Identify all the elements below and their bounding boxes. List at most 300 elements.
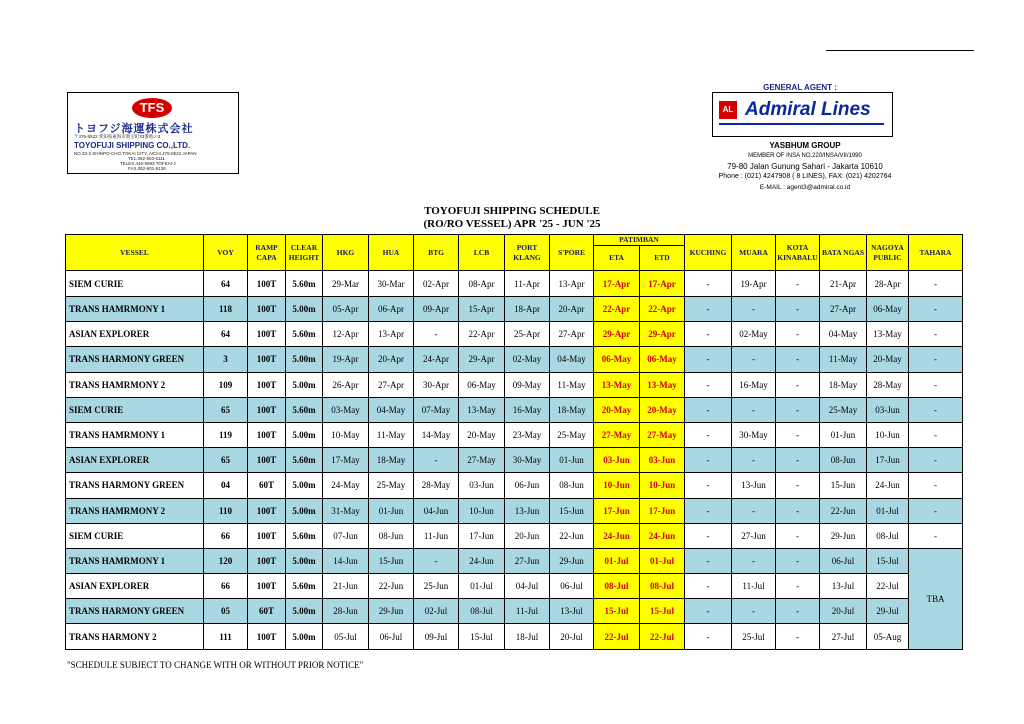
cell-btg: 24-Apr bbox=[414, 347, 459, 372]
header-batangas: BATA NGAS bbox=[820, 235, 867, 271]
cell-vessel: ASIAN EXPLORER bbox=[66, 574, 204, 599]
cell-kuching: - bbox=[685, 473, 732, 498]
cell-etd: 03-Jun bbox=[640, 448, 685, 473]
cell-spore: 13-Jul bbox=[550, 599, 594, 624]
cell-clear-height: 5.00m bbox=[286, 498, 323, 523]
cell-eta: 22-Apr bbox=[594, 297, 640, 322]
cell-lcb: 13-May bbox=[459, 397, 505, 422]
cell-lcb: 15-Jul bbox=[459, 624, 505, 649]
cell-vessel: ASIAN EXPLORER bbox=[66, 322, 204, 347]
cell-hua: 30-Mar bbox=[369, 271, 414, 297]
cell-lcb: 15-Apr bbox=[459, 297, 505, 322]
cell-ramp-capa: 100T bbox=[248, 624, 286, 649]
cell-hua: 18-May bbox=[369, 448, 414, 473]
cell-tahara: - bbox=[909, 523, 963, 548]
cell-lcb: 08-Apr bbox=[459, 271, 505, 297]
cell-ramp-capa: 100T bbox=[248, 297, 286, 322]
cell-eta: 01-Jul bbox=[594, 548, 640, 573]
cell-kota-kinabalu: - bbox=[776, 372, 820, 397]
cell-kuching: - bbox=[685, 397, 732, 422]
cell-voy: 109 bbox=[204, 372, 248, 397]
cell-nagoya: 05-Aug bbox=[867, 624, 909, 649]
cell-batangas: 11-May bbox=[820, 347, 867, 372]
table-row bbox=[66, 297, 963, 322]
al-logo-icon: AL bbox=[719, 101, 737, 119]
schedule-body bbox=[66, 271, 963, 650]
cell-hua: 01-Jun bbox=[369, 498, 414, 523]
cell-btg: 02-Jul bbox=[414, 599, 459, 624]
cell-spore: 29-Jun bbox=[550, 548, 594, 573]
cell-clear-height: 5.00m bbox=[286, 372, 323, 397]
schedule-table bbox=[65, 234, 963, 650]
cell-kota-kinabalu: - bbox=[776, 574, 820, 599]
company-fax: FAX.052-601-6136 bbox=[128, 166, 166, 171]
cell-etd: 29-Apr bbox=[640, 322, 685, 347]
cell-voy: 04 bbox=[204, 473, 248, 498]
cell-clear-height: 5.60m bbox=[286, 397, 323, 422]
cell-voy: 120 bbox=[204, 548, 248, 573]
cell-kota-kinabalu: - bbox=[776, 448, 820, 473]
header-port-klang: PORT KLANG bbox=[505, 235, 550, 271]
cell-tahara-tba: TBA bbox=[909, 548, 963, 649]
cell-vessel: SIEM CURIE bbox=[66, 523, 204, 548]
cell-tahara: - bbox=[909, 448, 963, 473]
cell-lcb: 22-Apr bbox=[459, 322, 505, 347]
cell-btg: 28-May bbox=[414, 473, 459, 498]
cell-hkg: 31-May bbox=[323, 498, 369, 523]
cell-kuching: - bbox=[685, 448, 732, 473]
toyofuji-logo-box bbox=[67, 92, 239, 174]
cell-eta: 22-Jul bbox=[594, 624, 640, 649]
cell-etd: 15-Jul bbox=[640, 599, 685, 624]
cell-kuching: - bbox=[685, 271, 732, 297]
table-row bbox=[66, 372, 963, 397]
cell-tahara: - bbox=[909, 372, 963, 397]
cell-etd: 08-Jul bbox=[640, 574, 685, 599]
cell-port-klang: 11-Apr bbox=[505, 271, 550, 297]
cell-batangas: 04-May bbox=[820, 322, 867, 347]
cell-hua: 25-May bbox=[369, 473, 414, 498]
cell-clear-height: 5.00m bbox=[286, 473, 323, 498]
cell-port-klang: 09-May bbox=[505, 372, 550, 397]
cell-hua: 11-May bbox=[369, 422, 414, 447]
cell-voy: 64 bbox=[204, 322, 248, 347]
cell-muara: 16-May bbox=[732, 372, 776, 397]
cell-batangas: 25-May bbox=[820, 397, 867, 422]
cell-muara: - bbox=[732, 397, 776, 422]
cell-batangas: 29-Jun bbox=[820, 523, 867, 548]
cell-ramp-capa: 100T bbox=[248, 347, 286, 372]
cell-kuching: - bbox=[685, 523, 732, 548]
cell-hkg: 12-Apr bbox=[323, 322, 369, 347]
agent-member: MEMBER OF INSA NO.220/INSA/VII/1990 bbox=[748, 153, 862, 159]
agent-group: YASBHUM GROUP bbox=[769, 141, 841, 150]
cell-hkg: 10-May bbox=[323, 422, 369, 447]
cell-kuching: - bbox=[685, 574, 732, 599]
cell-lcb: 03-Jun bbox=[459, 473, 505, 498]
schedule-notice: "SCHEDULE SUBJECT TO CHANGE WITH OR WITHOUT PRIOR NOTICE" bbox=[67, 660, 364, 670]
table-row bbox=[66, 322, 963, 347]
cell-kota-kinabalu: - bbox=[776, 548, 820, 573]
cell-vessel: TRANS HARMONY GREEN bbox=[66, 599, 204, 624]
cell-hkg: 24-May bbox=[323, 473, 369, 498]
cell-eta: 17-Apr bbox=[594, 271, 640, 297]
cell-kota-kinabalu: - bbox=[776, 473, 820, 498]
cell-spore: 25-May bbox=[550, 422, 594, 447]
cell-eta: 03-Jun bbox=[594, 448, 640, 473]
cell-kuching: - bbox=[685, 624, 732, 649]
cell-port-klang: 11-Jul bbox=[505, 599, 550, 624]
cell-muara: 13-Jun bbox=[732, 473, 776, 498]
cell-nagoya: 13-May bbox=[867, 322, 909, 347]
header-kuching: KUCHING bbox=[685, 235, 732, 271]
cell-spore: 18-May bbox=[550, 397, 594, 422]
cell-batangas: 20-Jul bbox=[820, 599, 867, 624]
header-ramp-capa: RAMP CAPA bbox=[248, 235, 286, 271]
cell-ramp-capa: 60T bbox=[248, 599, 286, 624]
cell-kota-kinabalu: - bbox=[776, 422, 820, 447]
table-row bbox=[66, 271, 963, 297]
cell-port-klang: 13-Jun bbox=[505, 498, 550, 523]
cell-btg: - bbox=[414, 322, 459, 347]
cell-hkg: 26-Apr bbox=[323, 372, 369, 397]
header-eta: ETA bbox=[594, 246, 640, 271]
cell-hkg: 28-Jun bbox=[323, 599, 369, 624]
cell-hua: 22-Jun bbox=[369, 574, 414, 599]
cell-ramp-capa: 100T bbox=[248, 548, 286, 573]
cell-clear-height: 5.00m bbox=[286, 548, 323, 573]
cell-vessel: TRANS HAMRMONY 1 bbox=[66, 548, 204, 573]
header-voy: VOY bbox=[204, 235, 248, 271]
cell-port-klang: 30-May bbox=[505, 448, 550, 473]
cell-nagoya: 06-May bbox=[867, 297, 909, 322]
cell-batangas: 13-Jul bbox=[820, 574, 867, 599]
cell-clear-height: 5.60m bbox=[286, 448, 323, 473]
cell-btg: 30-Apr bbox=[414, 372, 459, 397]
cell-muara: 27-Jun bbox=[732, 523, 776, 548]
cell-kota-kinabalu: - bbox=[776, 397, 820, 422]
company-address: NO.33-3 SHINPO-CHO,TOKAI CITY, AICHI 476-8522 JAPAN bbox=[74, 151, 197, 156]
cell-nagoya: 24-Jun bbox=[867, 473, 909, 498]
cell-muara: - bbox=[732, 347, 776, 372]
table-row bbox=[66, 624, 963, 649]
cell-eta: 20-May bbox=[594, 397, 640, 422]
cell-ramp-capa: 100T bbox=[248, 322, 286, 347]
cell-ramp-capa: 100T bbox=[248, 523, 286, 548]
agent-logo-name: Admiral Lines bbox=[745, 99, 871, 120]
cell-clear-height: 5.00m bbox=[286, 599, 323, 624]
cell-etd: 24-Jun bbox=[640, 523, 685, 548]
cell-nagoya: 28-May bbox=[867, 372, 909, 397]
cell-clear-height: 5.00m bbox=[286, 422, 323, 447]
table-row bbox=[66, 448, 963, 473]
cell-eta: 27-May bbox=[594, 422, 640, 447]
cell-voy: 66 bbox=[204, 523, 248, 548]
cell-lcb: 06-May bbox=[459, 372, 505, 397]
cell-lcb: 29-Apr bbox=[459, 347, 505, 372]
cell-clear-height: 5.00m bbox=[286, 624, 323, 649]
cell-clear-height: 5.60m bbox=[286, 271, 323, 297]
agent-address: 79-80 Jalan Gunung Sahari - Jakarta 10610 bbox=[727, 162, 883, 171]
cell-voy: 118 bbox=[204, 297, 248, 322]
cell-ramp-capa: 100T bbox=[248, 574, 286, 599]
cell-kuching: - bbox=[685, 322, 732, 347]
cell-muara: 02-May bbox=[732, 322, 776, 347]
cell-voy: 66 bbox=[204, 574, 248, 599]
cell-kuching: - bbox=[685, 498, 732, 523]
cell-lcb: 20-May bbox=[459, 422, 505, 447]
cell-spore: 20-Jul bbox=[550, 624, 594, 649]
cell-batangas: 27-Apr bbox=[820, 297, 867, 322]
agent-email: E-MAIL : agent3@admiral.co.id bbox=[759, 184, 851, 191]
cell-ramp-capa: 100T bbox=[248, 448, 286, 473]
cell-batangas: 01-Jun bbox=[820, 422, 867, 447]
cell-eta: 10-Jun bbox=[594, 473, 640, 498]
cell-hkg: 19-Apr bbox=[323, 347, 369, 372]
cell-kuching: - bbox=[685, 422, 732, 447]
cell-hua: 06-Apr bbox=[369, 297, 414, 322]
header-lcb: LCB bbox=[459, 235, 505, 271]
cell-vessel: SIEM CURIE bbox=[66, 397, 204, 422]
cell-hkg: 17-May bbox=[323, 448, 369, 473]
cell-ramp-capa: 100T bbox=[248, 372, 286, 397]
cell-muara: 11-Jul bbox=[732, 574, 776, 599]
cell-kota-kinabalu: - bbox=[776, 599, 820, 624]
cell-etd: 22-Jul bbox=[640, 624, 685, 649]
cell-kota-kinabalu: - bbox=[776, 271, 820, 297]
cell-spore: 15-Jun bbox=[550, 498, 594, 523]
cell-hua: 29-Jun bbox=[369, 599, 414, 624]
cell-batangas: 08-Jun bbox=[820, 448, 867, 473]
cell-spore: 27-Apr bbox=[550, 322, 594, 347]
cell-batangas: 15-Jun bbox=[820, 473, 867, 498]
cell-voy: 119 bbox=[204, 422, 248, 447]
cell-eta: 13-May bbox=[594, 372, 640, 397]
cell-voy: 110 bbox=[204, 498, 248, 523]
table-row bbox=[66, 599, 963, 624]
cell-nagoya: 01-Jul bbox=[867, 498, 909, 523]
cell-eta: 08-Jul bbox=[594, 574, 640, 599]
cell-vessel: TRANS HAMRMONY 2 bbox=[66, 372, 204, 397]
cell-spore: 04-May bbox=[550, 347, 594, 372]
cell-eta: 17-Jun bbox=[594, 498, 640, 523]
cell-tahara: - bbox=[909, 422, 963, 447]
cell-tahara: - bbox=[909, 322, 963, 347]
header-hkg: HKG bbox=[323, 235, 369, 271]
cell-clear-height: 5.60m bbox=[286, 322, 323, 347]
schedule-subtitle: (RO/RO VESSEL) APR '25 - JUN '25 bbox=[423, 218, 601, 230]
cell-nagoya: 20-May bbox=[867, 347, 909, 372]
cell-port-klang: 06-Jun bbox=[505, 473, 550, 498]
cell-btg: 14-May bbox=[414, 422, 459, 447]
cell-batangas: 27-Jul bbox=[820, 624, 867, 649]
cell-port-klang: 04-Jul bbox=[505, 574, 550, 599]
cell-voy: 111 bbox=[204, 624, 248, 649]
table-row bbox=[66, 523, 963, 548]
cell-muara: - bbox=[732, 498, 776, 523]
cell-btg: 07-May bbox=[414, 397, 459, 422]
cell-kuching: - bbox=[685, 599, 732, 624]
header-kota-kinabalu: KOTA KINABALU bbox=[776, 235, 820, 271]
cell-spore: 13-Apr bbox=[550, 271, 594, 297]
cell-spore: 01-Jun bbox=[550, 448, 594, 473]
cell-etd: 27-May bbox=[640, 422, 685, 447]
cell-etd: 06-May bbox=[640, 347, 685, 372]
cell-vessel: TRANS HAMRMONY 1 bbox=[66, 297, 204, 322]
table-row bbox=[66, 422, 963, 447]
cell-voy: 65 bbox=[204, 397, 248, 422]
cell-port-klang: 25-Apr bbox=[505, 322, 550, 347]
cell-kota-kinabalu: - bbox=[776, 347, 820, 372]
cell-etd: 13-May bbox=[640, 372, 685, 397]
cell-muara: - bbox=[732, 548, 776, 573]
header-patimban: PATIMBAN bbox=[594, 235, 685, 246]
cell-nagoya: 15-Jul bbox=[867, 548, 909, 573]
cell-hua: 08-Jun bbox=[369, 523, 414, 548]
cell-port-klang: 18-Apr bbox=[505, 297, 550, 322]
cell-clear-height: 5.60m bbox=[286, 574, 323, 599]
cell-voy: 65 bbox=[204, 448, 248, 473]
cell-clear-height: 5.60m bbox=[286, 523, 323, 548]
header-tahara: TAHARA bbox=[909, 235, 963, 271]
cell-nagoya: 28-Apr bbox=[867, 271, 909, 297]
table-row bbox=[66, 473, 963, 498]
table-row bbox=[66, 548, 963, 573]
table-row bbox=[66, 347, 963, 372]
cell-lcb: 27-May bbox=[459, 448, 505, 473]
cell-hkg: 05-Jul bbox=[323, 624, 369, 649]
cell-muara: - bbox=[732, 599, 776, 624]
cell-hua: 06-Jul bbox=[369, 624, 414, 649]
cell-lcb: 10-Jun bbox=[459, 498, 505, 523]
cell-kuching: - bbox=[685, 297, 732, 322]
header-spore: S'PORE bbox=[550, 235, 594, 271]
company-english-name: TOYOFUJI SHIPPING CO.,LTD. bbox=[74, 141, 191, 150]
header-vessel: VESSEL bbox=[66, 235, 204, 271]
cell-port-klang: 02-May bbox=[505, 347, 550, 372]
cell-batangas: 06-Jul bbox=[820, 548, 867, 573]
cell-clear-height: 5.00m bbox=[286, 297, 323, 322]
table-row bbox=[66, 574, 963, 599]
cell-ramp-capa: 100T bbox=[248, 271, 286, 297]
header-muara: MUARA bbox=[732, 235, 776, 271]
cell-ramp-capa: 100T bbox=[248, 397, 286, 422]
cell-hua: 15-Jun bbox=[369, 548, 414, 573]
cell-spore: 06-Jul bbox=[550, 574, 594, 599]
cell-nagoya: 10-Jun bbox=[867, 422, 909, 447]
cell-kota-kinabalu: - bbox=[776, 498, 820, 523]
cell-port-klang: 27-Jun bbox=[505, 548, 550, 573]
cell-voy: 05 bbox=[204, 599, 248, 624]
company-japanese-name: トヨフジ海運株式会社 bbox=[74, 122, 194, 135]
cell-etd: 17-Jun bbox=[640, 498, 685, 523]
general-agent-label: GENERAL AGENT : bbox=[763, 83, 837, 92]
cell-port-klang: 18-Jul bbox=[505, 624, 550, 649]
cell-muara: 25-Jul bbox=[732, 624, 776, 649]
company-tel: TEL.052-603-6111 bbox=[128, 156, 165, 161]
cell-muara: 19-Apr bbox=[732, 271, 776, 297]
cell-lcb: 08-Jul bbox=[459, 599, 505, 624]
cell-hua: 27-Apr bbox=[369, 372, 414, 397]
cell-spore: 22-Jun bbox=[550, 523, 594, 548]
company-telex: TELEX.446-9993 TOFKAI-J bbox=[120, 161, 176, 166]
cell-btg: 02-Apr bbox=[414, 271, 459, 297]
cell-btg: 25-Jun bbox=[414, 574, 459, 599]
cell-tahara: - bbox=[909, 397, 963, 422]
header-clear-height: CLEAR HEIGHT bbox=[286, 235, 323, 271]
cell-clear-height: 5.00m bbox=[286, 347, 323, 372]
cell-batangas: 18-May bbox=[820, 372, 867, 397]
cell-tahara: - bbox=[909, 498, 963, 523]
cell-batangas: 21-Apr bbox=[820, 271, 867, 297]
cell-vessel: SIEM CURIE bbox=[66, 271, 204, 297]
agent-phone: Phone : (021) 4247908 ( 8 LINES), FAX: (021) 4202764 bbox=[718, 173, 892, 180]
cell-hkg: 29-Mar bbox=[323, 271, 369, 297]
cell-kota-kinabalu: - bbox=[776, 624, 820, 649]
cell-eta: 06-May bbox=[594, 347, 640, 372]
cell-voy: 3 bbox=[204, 347, 248, 372]
logo-stripe bbox=[719, 123, 884, 125]
cell-ramp-capa: 100T bbox=[248, 422, 286, 447]
cell-lcb: 24-Jun bbox=[459, 548, 505, 573]
cell-etd: 22-Apr bbox=[640, 297, 685, 322]
header-hua: HUA bbox=[369, 235, 414, 271]
cell-etd: 20-May bbox=[640, 397, 685, 422]
cell-vessel: TRANS HAMRMONY 2 bbox=[66, 498, 204, 523]
cell-etd: 17-Apr bbox=[640, 271, 685, 297]
cell-hkg: 21-Jun bbox=[323, 574, 369, 599]
cell-btg: - bbox=[414, 548, 459, 573]
cell-vessel: ASIAN EXPLORER bbox=[66, 448, 204, 473]
admiral-lines-logo-box bbox=[712, 92, 893, 137]
cell-kota-kinabalu: - bbox=[776, 523, 820, 548]
cell-hkg: 07-Jun bbox=[323, 523, 369, 548]
tfs-logo-icon: TFS bbox=[132, 98, 172, 118]
cell-hua: 04-May bbox=[369, 397, 414, 422]
cell-vessel: TRANS HARMONY GREEN bbox=[66, 347, 204, 372]
cell-ramp-capa: 60T bbox=[248, 473, 286, 498]
cell-btg: 09-Apr bbox=[414, 297, 459, 322]
cell-hua: 13-Apr bbox=[369, 322, 414, 347]
cell-lcb: 17-Jun bbox=[459, 523, 505, 548]
schedule-title: TOYOFUJI SHIPPING SCHEDULE bbox=[424, 205, 600, 217]
cell-vessel: TRANS HARMONY 2 bbox=[66, 624, 204, 649]
cell-btg: 09-Jul bbox=[414, 624, 459, 649]
cell-kuching: - bbox=[685, 548, 732, 573]
table-row bbox=[66, 498, 963, 523]
cell-lcb: 01-Jul bbox=[459, 574, 505, 599]
cell-eta: 24-Jun bbox=[594, 523, 640, 548]
cell-vessel: TRANS HARMONY GREEN bbox=[66, 473, 204, 498]
header-etd: ETD bbox=[640, 246, 685, 271]
cell-nagoya: 08-Jul bbox=[867, 523, 909, 548]
cell-muara: 30-May bbox=[732, 422, 776, 447]
cell-kota-kinabalu: - bbox=[776, 322, 820, 347]
table-row bbox=[66, 397, 963, 422]
cell-nagoya: 03-Jun bbox=[867, 397, 909, 422]
cell-spore: 08-Jun bbox=[550, 473, 594, 498]
cell-muara: - bbox=[732, 297, 776, 322]
cell-btg: 04-Jun bbox=[414, 498, 459, 523]
cell-eta: 29-Apr bbox=[594, 322, 640, 347]
cell-eta: 15-Jul bbox=[594, 599, 640, 624]
cell-batangas: 22-Jun bbox=[820, 498, 867, 523]
cell-port-klang: 23-May bbox=[505, 422, 550, 447]
cell-btg: 11-Jun bbox=[414, 523, 459, 548]
cell-hkg: 03-May bbox=[323, 397, 369, 422]
cell-tahara: - bbox=[909, 473, 963, 498]
cell-etd: 01-Jul bbox=[640, 548, 685, 573]
